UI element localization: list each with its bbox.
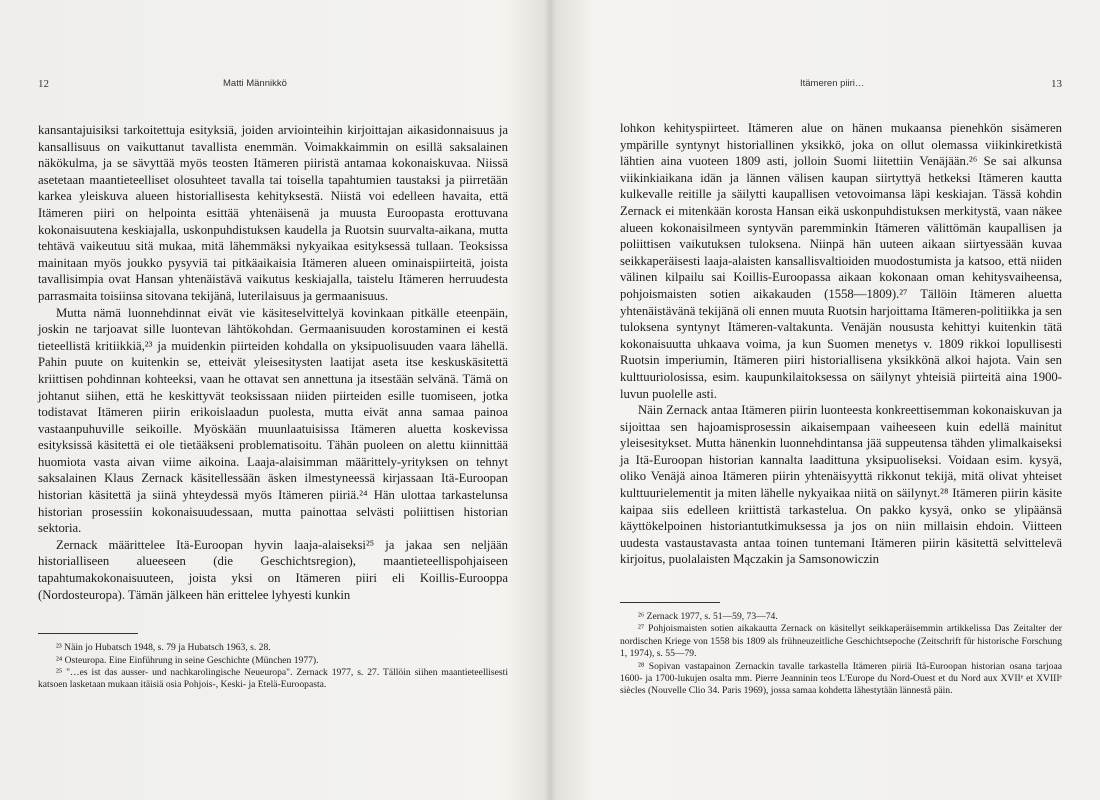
footnote: ²⁶ Zernack 1977, s. 51—59, 73—74. xyxy=(638,611,778,623)
paragraph: lohkon kehityspiirteet. Itämeren alue on hänen mukaansa pienehkön sisämeren ympärille syntynyt historiallinen yksikkö, joka on ollut olemassa viikinkiretkistä lähtien aina vuoteen 1809 asti, jolloin Suomi liitettiin Venäjään.²⁶ Se sai alkunsa viikinkiaikana idän ja lännen välisen kaupan siirtyttyä hetkeksi Itämeren kautta kulkevalle reitille ja säilytti kaupallisen vetovoimansa läpi keskiajan. Tässä kohdin Zernack ei mitenkään korosta Hansan eikä uskonpuhdistuksen merkitystä, vaan näkee alueen kokonaisilmeen syntyvän paremminkin Itämeren välittömän kaupallisen ja poliittisen vaikutuksen tuloksena. Niinpä hän uuteen aikaan siirtyessään kuvaa seikkaperäisesti laaja-alaisten kansallisvaltioiden muodostumista ja katsoo, että niiden välinen kilpailu sai Koillis-Euroopassa aikaan kokonaan oman kehitysvaiheensa, pohjoismaisten sotien aikakauden (1558—1809).²⁷ Tällöin Itämeren aluetta yhtenäistävänä tekijänä oli ennen muuta Ruotsin harjoittama Itämeren-politiikka ja sen tuloksena syntynyt Itämeren-valtakunta. Venäjän noususta kehittyi kuitenkin tätä kokonaisuutta uhkaava voima, ja kun Suomen menetys v. 1809 rikkoi lopullisesti Ruotsin imperiumin, Itämeren piiri historiallisena yksikkönä alkoi hajota. Vain sen kulttuuriolosissa, esim. kaupunkilaitoksessa on säilynyt yhteisiä piirteitä aina 1900-luvun puolelle asti. xyxy=(620,121,1062,401)
paragraph: Zernack määrittelee Itä-Euroopan hyvin laaja-alaiseksi²⁵ ja jakaa sen neljään historialliseen alueeseen (die Geschichtsregion), maantieteellispohjaiseen tapahtumakokonaisuuteen, joista yksi on Itämeren piiri eli Koillis-Eurooppa (Nordosteuropa). Tämän jälkeen hän erittelee lyhyesti kunkin xyxy=(38,537,508,602)
footnotes xyxy=(38,642,508,692)
running-head-title: Itämeren piiri… xyxy=(800,78,865,89)
footnotes xyxy=(620,611,1062,698)
body-text xyxy=(620,120,1062,568)
paragraph: kansantajuisiksi tarkoitettuja esityksiä, joiden arviointeihin kirjoittajan aikasidonnaisuus ja kansallisuus on vaikuttanut tavallista enemmän. Voimakkaimmin on esillä saksalainen näkökulma, ja se sävyttää myös teosten Itämeren piiristä antamaa kokonaiskuvaa. Niissä asetetaan maantieteelliset olosuhteet tavalla tai toisella tapahtumien taustaksi ja piirretään karkea yleiskuva alueen historiallisesta kehityksestä. Niistä voi edelleen havaita, että Itämeren piiri on helpointa esittää yhtenäisenä ja muusta Euroopasta erottuvana kokonaisuutena keskiajalla, uskonpuhdistuksen kaudella ja Ruotsin suurvalta-aikana, mutta tehtävä vaikeutuu sitä mukaa, mitä lähemmäksi nykyaikaa esityksessä tullaan. Teoksissa mainitaan myös joukko pysyviä tai pitkäaikaisia Itämeren alueen ominaispiirteitä, joista tavallisimpia ovat Hansan yhtenäistävä vaikutus keskiajalla, taistelu Itämeren herruudesta parrasmaita toisiinsa sitovana tekijänä, luterilaisuus ja germaanisuus. xyxy=(38,123,508,303)
running-head-author: Matti Männikkö xyxy=(223,78,287,89)
footnote: ²³ Näin jo Hubatsch 1948, s. 79 ja Hubatsch 1963, s. 28. xyxy=(56,642,271,654)
right-page xyxy=(550,0,1100,800)
footnote-rule xyxy=(38,633,138,634)
footnote: ²⁵ "…es ist das ausser- und nachkarolingische Neueuropa". Zernack 1977, s. 27. Tällöin siihen maantieteellisesti katsoen lasketaan mukaan itäisiä osia Pohjois-, Keski- ja Etelä-Euroopasta. xyxy=(38,667,508,691)
page-number: 12 xyxy=(38,78,49,90)
footnote: ²⁸ Sopivan vastapainon Zernackin tavalle tarkastella Itämeren piiriä Itä-Euroopan historian osana tarjoaa 1600- ja 1700-lukujen osalta mm. Pierre Jeanninin teos L'Europe du Nord-Ouest et du Nord aux XVIIᵉ et XVIIIᵉ siècles (Nouvelle Clio 34. Paris 1969), jossa samaa kohdetta lähestytään lännestä päin. xyxy=(620,660,1062,697)
running-head xyxy=(38,78,508,98)
paragraph: Näin Zernack antaa Itämeren piirin luonteesta konkreettisemman kokonaiskuvan ja sijoittaa sen hajoamisprosessin aikaisempaan vaiheeseen kuin edellä mainitut yleisesitykset. Mutta hänenkin luonnehdintansa jää suppeutensa tähden ylimalkaiseksi ja Itä-Euroopan historian kannalta laadittuna yksipuoliseksi. Voidaan esim. kysyä, oliko Venäjä ainoa Itämeren piirin yhtenäisyyttä rikkonut tekijä, mitä olivat yhteiset kulttuurielementit ja miten lähelle nykyaikaa niitä on säilynyt.²⁸ Itämeren piirin käsite kaipaa siis edelleen kriittistä tarkastelua. On pakko kysyä, onko se ylipäänsä käyttökelpoinen historiantutkimuksessa ja jos on niin millaisin ehdoin. Viitteen uudesta vastaustavasta antaa toinen tuntemani Itämeren piirin käsitettä selvittelevä kirjoitus, puolalaisten Mączakin ja Samsonowiczin xyxy=(620,403,1062,567)
footnote: ²⁴ Osteuropa. Eine Einführung in seine Geschichte (München 1977). xyxy=(56,654,319,666)
page-number: 13 xyxy=(1051,78,1062,90)
footnote: ²⁷ Pohjoismaisten sotien aikakautta Zernack on käsitellyt seikkaperäisemmin artikkelissa Das Zeitalter der nordischen Kriege von 1558 bis 1809 als frühneuzeitliche Geschichtsepoche (Zeitschrift für historische Forschung 1, 1974), s. 55—79. xyxy=(620,623,1062,660)
footnote-rule xyxy=(620,602,720,603)
body-text xyxy=(38,122,508,603)
paragraph: Mutta nämä luonnehdinnat eivät vie käsiteselvittelyä kovinkaan pitkälle eteenpäin, joskin ne tarjoavat sille luontevan lähtökohdan. Germaanisuuden korostaminen ei kestä tieteellistä kritiikkiä,²³ ja muidenkin piirteiden kohdalla on yksipuolisuuden vaara lähellä. Pahin puute on kuitenkin se, etteivät yleisesitysten laatijat aseta itse keskuskäsitettä kriittisen pohdinnan kohteeksi, vaan he ottavat sen annettuna ja itsestään selvänä. Tämä on johtanut siihen, että he keskittyvät teoksissaan niiden piirteiden esille tuomiseen, jotka todistavat Itämeren piirin erikoislaadun puolesta, mutta eivät anna samaa painoa vastaanpuhuville seikoille. Myöskään muunlaatuisissa Itämeren aluetta koskevissa esityksissä käsitettä ei ole tietääkseni problematisoitu. Tähän puoleen on alettu kiinnittää huomiota vasta aivan viime aikoina. Laaja-alaisimman määrittely-yrityksen on tehnyt saksalainen Klaus Zernack käsitellessään äsken ilmestyneessä kirjassaan Itä-Euroopan historian käsitettä ja siinä yhteydessä myös Itämeren piiriä.²⁴ Hän ulottaa tarkastelunsa historian prosessiin kokonaisuudessaan, mutta painottaa selvästi poliittisen historian sektoria. xyxy=(38,305,508,536)
running-head xyxy=(620,78,1062,98)
